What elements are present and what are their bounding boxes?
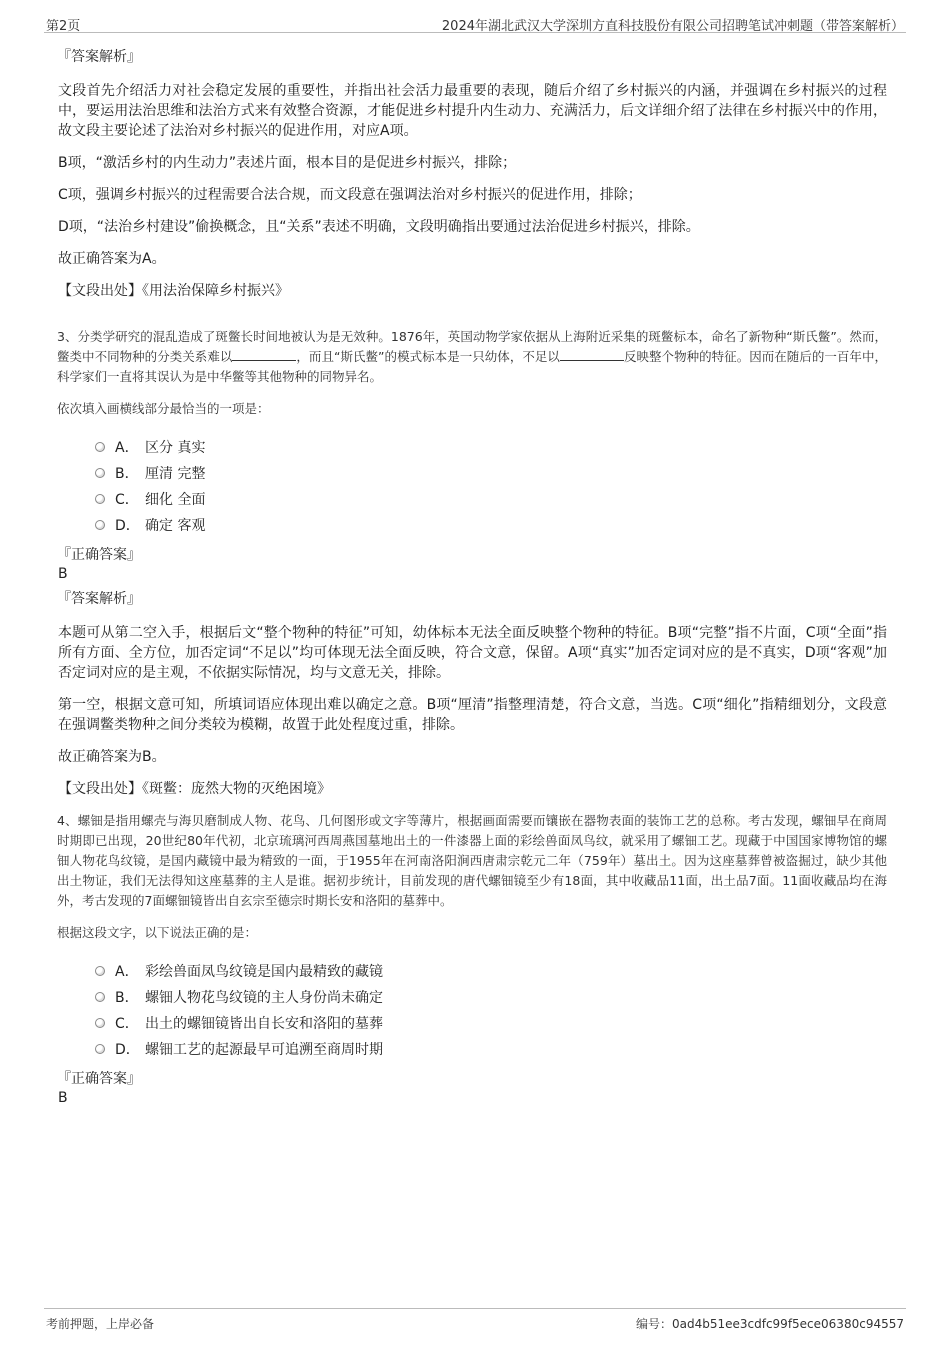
analysis-paragraph: D项，“法治乡村建设”偷换概念，且“关系”表述不明确，文段明确指出要通过法治促进乡村振兴，排除。 — [58, 219, 700, 235]
document-id: 编号：0ad4b51ee3cdfc99f5ece06380c94557 — [635, 1317, 904, 1331]
question-3-text: 3、分类学研究的混乱造成了斑鳖长时间地被认为是无效种。1876年，英国动物学家依据从上海附近采集的斑鳖标本，命名了新物种“斯氏鳖”。然而，鳖类中不同物种的分类关系难以 ，而且“斯氏鳖”的模式标本是一只幼体，不足以 反映整个物种的特征。因而在随后的一百年中，科学家们一直将其误认为是中华鳖等其他物种的同物异名。 — [57, 329, 887, 384]
fill-blank — [232, 348, 296, 361]
radio-icon[interactable] — [95, 442, 105, 452]
analysis-paragraph: 文段首先介绍活力对社会稳定发展的重要性，并指出社会活力最重要的表现，随后介绍了乡村振兴的内涵，并强调在乡村振兴的过程中，要运用法治思维和法治方式来有效整合资源，才能促进乡村提升内生动力、充满活力，后文详细介绍了法律在乡村振兴中的作用，故文段主要论述了法治对乡村振兴的促进作用，对应A项。 — [58, 83, 887, 139]
correct-answer: B — [58, 1090, 68, 1106]
answer-label: 『正确答案』 — [57, 1071, 141, 1087]
passage-source: 【文段出处】《用法治保障乡村振兴》 — [58, 283, 289, 299]
radio-icon[interactable] — [95, 992, 105, 1002]
question-3-prompt: 依次填入画横线部分最恰当的一项是： — [57, 401, 270, 416]
analysis-paragraph: C项，强调乡村振兴的过程需要合法合规，而文段意在强调法治对乡村振兴的促进作用，排除； — [58, 187, 642, 203]
analysis-label: 『答案解析』 — [57, 591, 141, 607]
analysis-paragraph: 第一空，根据文意可知，所填词语应体现出难以确定之意。B项“厘清”指整理清楚，符合文意，当选。C项“细化”指精细划分，文段意在强调鳖类物种之间分类较为模糊，故置于此处程度过重，排除。 — [58, 697, 887, 733]
passage-source: 【文段出处】《斑鳖：庞然大物的灭绝困境》 — [58, 781, 331, 797]
page-number: 第2页 — [46, 19, 81, 34]
option-b[interactable]: B． 厘清 完整 — [95, 461, 887, 487]
radio-icon[interactable] — [95, 966, 105, 976]
analysis-label: 『答案解析』 — [57, 49, 141, 65]
question-4-text: 4、螺钿是指用螺壳与海贝磨制成人物、花鸟、几何图形或文字等薄片，根据画面需要而镶嵌在器物表面的装饰工艺的总称。考古发现，螺钿早在商周时期即已出现，20世纪80年代初，北京琉璃河西周燕国墓地出土的一件漆器上面的彩绘兽面凤鸟纹，就采用了螺钿工艺。现藏于中国国家博物馆的螺钿人物花鸟纹镜，是国内藏镜中最为精致的一面，于1955年在河南洛阳涧西唐肃宗乾元二年（759年）墓出土。因为这座墓葬曾被盗掘过，缺少其他出土物证，我们无法得知这座墓葬的主人是谁。据初步统计，目前发现的唐代螺钿镜至少有18面，其中收藏品11面，出土品7面。11面收藏品均在海外，考古发现的7面螺钿镜皆出自玄宗至德宗时期长安和洛阳的墓葬中。 — [57, 813, 887, 908]
question-4-prompt: 根据这段文字，以下说法正确的是： — [57, 925, 258, 940]
option-d[interactable]: D． 螺钿工艺的起源最早可追溯至商周时期 — [95, 1037, 887, 1063]
question-4-options — [95, 959, 887, 1063]
radio-icon[interactable] — [95, 1044, 105, 1054]
radio-icon[interactable] — [95, 520, 105, 530]
option-b[interactable]: B． 螺钿人物花鸟纹镜的主人身份尚未确定 — [95, 985, 887, 1011]
option-d[interactable]: D． 确定 客观 — [95, 513, 887, 539]
page-footer — [44, 1308, 906, 1339]
analysis-paragraph: 故正确答案为B。 — [58, 749, 166, 765]
radio-icon[interactable] — [95, 494, 105, 504]
document-title: 2024年湖北武汉大学深圳方直科技股份有限公司招聘笔试冲刺题（带答案解析） — [441, 19, 904, 34]
analysis-paragraph: 本题可从第二空入手，根据后文“整个物种的特征”可知，幼体标本无法全面反映整个物种的特征。B项“完整”指不片面，C项“全面”指所有方面、全方位，加否定词“不足以”均可体现无法全面反映，符合文意，保留。A项“真实”加否定词对应的是不真实，D项“客观”加否定词对应的是主观，不依据实际情况，均与文意无关，排除。 — [58, 625, 887, 681]
option-a[interactable]: A． 彩绘兽面凤鸟纹镜是国内最精致的藏镜 — [95, 959, 887, 985]
option-c[interactable]: C． 细化 全面 — [95, 487, 887, 513]
radio-icon[interactable] — [95, 468, 105, 478]
correct-answer: B — [58, 566, 68, 582]
answer-label: 『正确答案』 — [57, 547, 141, 563]
option-c[interactable]: C． 出土的螺钿镜皆出自长安和洛阳的墓葬 — [95, 1011, 887, 1037]
page-content — [57, 47, 887, 1113]
radio-icon[interactable] — [95, 1018, 105, 1028]
page-header — [44, 12, 906, 33]
analysis-paragraph: B项，“激活乡村的内生动力”表述片面，根本目的是促进乡村振兴，排除； — [58, 155, 517, 171]
footer-slogan: 考前押题，上岸必备 — [46, 1317, 155, 1331]
fill-blank — [560, 348, 624, 361]
analysis-paragraph: 故正确答案为A。 — [58, 251, 166, 267]
question-3-options — [95, 435, 887, 539]
option-a[interactable]: A． 区分 真实 — [95, 435, 887, 461]
